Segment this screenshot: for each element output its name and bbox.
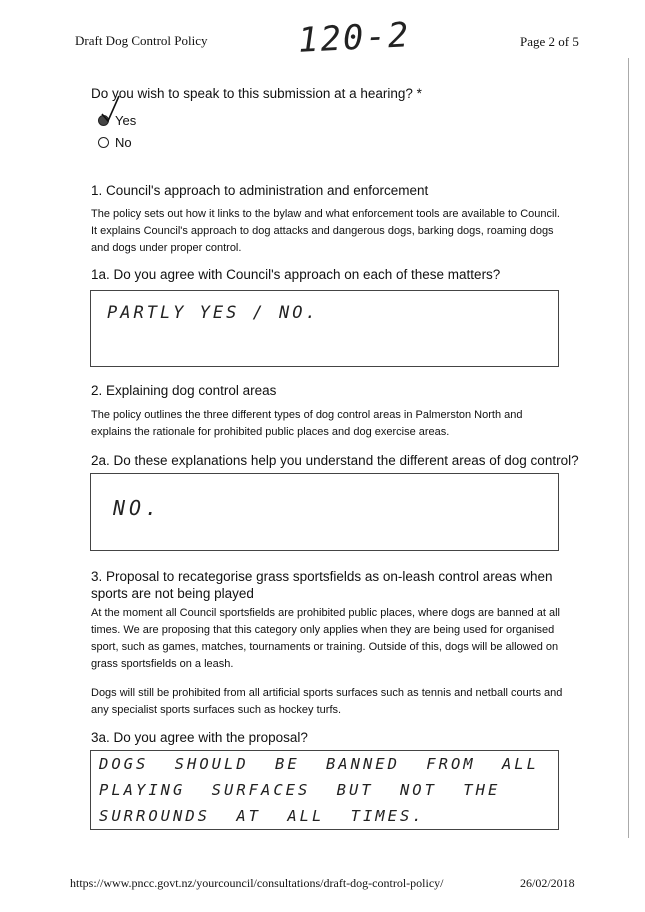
- question-3a: 3a. Do you agree with the proposal?: [91, 730, 308, 745]
- section-2-heading: 2. Explaining dog control areas: [91, 383, 277, 398]
- scan-edge-line: [628, 58, 629, 838]
- checkmark-icon: [100, 94, 122, 124]
- question-1a: 1a. Do you agree with Council's approach on each of these matters?: [91, 267, 501, 282]
- hearing-option-no-label: No: [115, 135, 132, 150]
- hearing-option-no[interactable]: [98, 135, 132, 150]
- answer-1a-box[interactable]: [90, 290, 559, 367]
- section-1-body: The policy sets out how it links to the bylaw and what enforcement tools are available to Council. It explains Council's approach to dog attacks and dangerous dogs, barking dogs, roaming dogs and dogs under proper control.: [91, 208, 560, 254]
- section-3-heading: 3. Proposal to recategorise grass sportsfields as on-leash control areas when sports are not being played: [91, 569, 553, 601]
- answer-3a-line-2: PLAYING SURFACES BUT NOT THE: [99, 781, 501, 799]
- page-number: Page 2 of 5: [520, 34, 579, 49]
- footer-url: https://www.pncc.govt.nz/yourcouncil/consultations/draft-dog-control-policy/: [70, 876, 444, 890]
- answer-1a-text: PARTLY YES / NO.: [107, 303, 319, 323]
- footer-date: 26/02/2018: [520, 876, 575, 890]
- question-2a: 2a. Do these explanations help you understand the different areas of dog control?: [91, 453, 579, 468]
- answer-2a-text: NO.: [113, 496, 162, 520]
- section-2-body: The policy outlines the three different types of dog control areas in Palmerston North and explains the rationale for prohibited public places and dog exercise areas.: [91, 409, 523, 438]
- section-1-heading: 1. Council's approach to administration and enforcement: [91, 183, 429, 198]
- document-title: Draft Dog Control Policy: [75, 33, 208, 48]
- answer-3a-line-1: DOGS SHOULD BE BANNED FROM ALL: [99, 755, 539, 773]
- section-3-body-2: Dogs will still be prohibited from all artificial sports surfaces such as tennis and netball courts and any specialist sports surfaces such as hockey turfs.: [91, 687, 563, 716]
- section-3-body-1: At the moment all Council sportsfields are prohibited public places, where dogs are banned at all times. We are proposing that this category only applies when they are being used for organised sport, such as games, matches, tournaments or training. Outside of this, dogs will be allowed on grass sportsfields on a leash.: [91, 607, 560, 670]
- radio-no[interactable]: [98, 137, 109, 148]
- answer-3a-line-3: SURROUNDS AT ALL TIMES.: [99, 807, 425, 825]
- answer-3a-box[interactable]: [90, 750, 559, 830]
- hearing-question: Do you wish to speak to this submission at a hearing? *: [91, 86, 422, 101]
- handwritten-reference-number: 120-2: [297, 15, 412, 61]
- hearing-option-yes-label: Yes: [115, 113, 137, 128]
- answer-2a-box[interactable]: [90, 473, 559, 551]
